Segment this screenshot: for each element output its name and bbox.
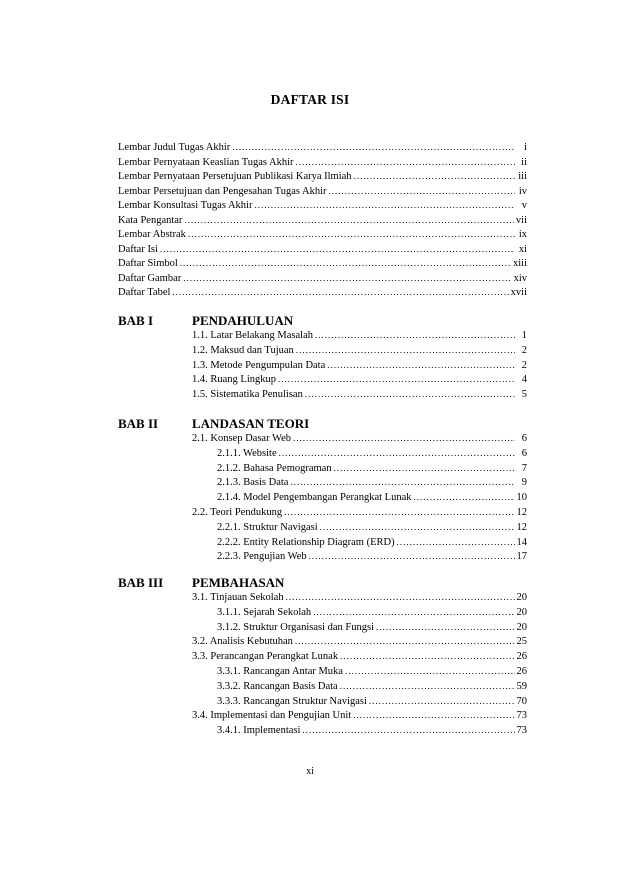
dot-leader xyxy=(284,505,514,519)
chapter-entry xyxy=(192,649,527,664)
toc-entry-label: 2.1. Konsep Dasar Web xyxy=(192,433,291,444)
toc-entry-page: 6 xyxy=(521,433,527,444)
toc-entry-label: 3.4.1. Implementasi xyxy=(217,725,301,737)
toc-entry-page: xvii xyxy=(510,287,527,298)
front-matter-entry xyxy=(118,242,527,257)
dot-leader xyxy=(397,535,515,549)
toc-entry-label: 3.2. Analisis Kebutuhan xyxy=(192,636,293,648)
toc-entry-label: 2.2.1. Struktur Navigasi xyxy=(217,521,318,533)
front-matter-entry xyxy=(118,198,527,213)
dot-leader xyxy=(354,169,515,183)
toc-entry-label: 3.3.3. Rancangan Struktur Navigasi xyxy=(217,695,367,707)
chapter-entry xyxy=(192,708,527,723)
front-matter-entry xyxy=(118,271,527,286)
chapter-title: PEMBAHASAN xyxy=(192,575,285,590)
dot-leader xyxy=(184,213,513,227)
dot-leader xyxy=(296,155,515,169)
chapter-entry xyxy=(192,343,527,358)
chapter-entry xyxy=(217,605,527,620)
front-matter-entry xyxy=(118,213,527,228)
toc-entry-label: Daftar Tabel xyxy=(118,287,171,298)
chapter-entry xyxy=(217,475,527,490)
front-matter-entry xyxy=(118,285,527,300)
chapter-number: BAB II xyxy=(118,416,159,431)
dot-leader xyxy=(295,634,515,648)
chapter-entry xyxy=(217,520,527,535)
toc-entry-label: 3.3.1. Rancangan Antar Muka xyxy=(217,666,343,677)
toc-entry-label: Lembar Konsultasi Tugas Akhir xyxy=(118,200,253,211)
toc-entry-page: 4 xyxy=(521,374,527,386)
toc-entry-page: 20 xyxy=(516,606,527,618)
toc-entry-label: Lembar Judul Tugas Akhir xyxy=(118,142,231,153)
chapter-entry xyxy=(217,461,527,476)
dot-leader xyxy=(414,490,515,504)
toc-entry-label: 1.2. Maksud dan Tujuan xyxy=(192,344,294,356)
toc-entry-page: xiii xyxy=(512,258,527,269)
chapter-entry xyxy=(192,590,527,605)
toc-entry-page: 12 xyxy=(516,521,527,533)
toc-entry-page: 26 xyxy=(516,651,527,663)
chapter-entry xyxy=(217,490,527,505)
toc-entry-page: 7 xyxy=(521,462,527,474)
toc-entry-page: iii xyxy=(518,171,527,182)
toc-entry-label: Lembar Abstrak xyxy=(118,229,186,240)
page-title: DAFTAR ISI xyxy=(270,92,350,107)
front-matter-entry xyxy=(118,184,527,199)
toc-entry-page: 17 xyxy=(516,551,527,563)
chapter-entry xyxy=(217,694,527,709)
toc-entry-label: 3.3. Perancangan Perangkat Lunak xyxy=(192,651,339,663)
dot-leader xyxy=(315,328,515,342)
toc-entry-label: 1.3. Metode Pengumpulan Data xyxy=(192,359,326,371)
toc-entry-label: 2.1.3. Basis Data xyxy=(217,477,289,489)
front-matter-entry xyxy=(118,256,527,271)
chapter-entry xyxy=(192,431,527,446)
dot-leader xyxy=(160,242,515,256)
chapter-title: PENDAHULUAN xyxy=(192,313,294,328)
toc-entry-page: ii xyxy=(521,156,527,168)
toc-entry-label: Kata Pengantar xyxy=(118,214,183,226)
dot-leader xyxy=(340,679,515,693)
toc-entry-label: Daftar Simbol xyxy=(118,258,178,269)
toc-entry-page: 20 xyxy=(516,592,527,603)
toc-entry-page: 14 xyxy=(516,536,527,548)
toc-entry-label: 3.1.1. Sejarah Sekolah xyxy=(217,606,312,618)
chapter-entry xyxy=(217,549,527,564)
dot-leader xyxy=(345,664,515,678)
toc-entry-page: iv xyxy=(518,185,527,197)
toc-entry-page: 12 xyxy=(516,507,527,518)
toc-entry-label: 2.1.2. Bahasa Pemograman xyxy=(217,462,332,474)
dot-leader xyxy=(302,723,514,737)
chapter-entry xyxy=(217,664,527,679)
toc-entry-page: ix xyxy=(518,229,527,240)
dot-leader xyxy=(376,620,514,634)
toc-entry-page: 10 xyxy=(516,492,527,504)
dot-leader xyxy=(254,198,515,212)
dot-leader xyxy=(293,431,515,445)
chapter-entry xyxy=(192,634,527,649)
toc-entry-page: 59 xyxy=(516,680,527,692)
dot-leader xyxy=(309,549,515,563)
dot-leader xyxy=(353,708,514,722)
dot-leader xyxy=(334,461,515,475)
toc-entry-page: 25 xyxy=(516,636,527,648)
toc-entry-page: 2 xyxy=(521,344,527,356)
toc-entry-label: 2.1.4. Model Pengembangan Perangkat Lunak xyxy=(217,492,412,504)
chapter-title: LANDASAN TEORI xyxy=(192,416,310,431)
dot-leader xyxy=(296,343,515,357)
dot-leader xyxy=(369,694,515,708)
toc-entry-label: Daftar Isi xyxy=(118,243,158,255)
chapter-entry xyxy=(192,328,527,343)
front-matter-entry xyxy=(118,169,527,184)
dot-leader xyxy=(188,227,515,241)
chapter-number: BAB III xyxy=(118,575,164,590)
dot-leader xyxy=(286,590,515,604)
toc-entry-page: 26 xyxy=(516,666,527,677)
chapter-entry xyxy=(192,505,527,520)
chapter-entry xyxy=(192,387,527,402)
dot-leader xyxy=(232,140,515,154)
front-matter-entry xyxy=(118,227,527,242)
dot-leader xyxy=(279,446,515,460)
dot-leader xyxy=(180,256,511,270)
toc-entry-label: 1.4. Ruang Lingkup xyxy=(192,374,276,386)
chapter-number: BAB I xyxy=(118,313,154,328)
dot-leader xyxy=(183,271,511,285)
front-matter-entry xyxy=(118,140,527,155)
toc-entry-label: 2.2.2. Entity Relationship Diagram (ERD) xyxy=(217,536,395,548)
toc-entry-page: 9 xyxy=(521,477,527,489)
toc-entry-label: Lembar Pernyataan Persetujuan Publikasi Karya Ilmiah xyxy=(118,171,352,182)
toc-entry-label: 3.1. Tinjauan Sekolah xyxy=(192,592,284,603)
toc-entry-page: i xyxy=(524,142,527,153)
toc-entry-page: 20 xyxy=(516,621,527,633)
dot-leader xyxy=(320,520,515,534)
toc-entry-label: 2.1.1. Website xyxy=(217,447,277,459)
toc-entry-page: 5 xyxy=(521,389,527,401)
toc-entry-label: Daftar Gambar xyxy=(118,272,182,284)
toc-entry-page: xi xyxy=(518,243,527,255)
front-matter-entry xyxy=(118,155,527,170)
toc-entry-label: Lembar Persetujuan dan Pengesahan Tugas Akhir xyxy=(118,185,327,197)
dot-leader xyxy=(327,358,515,372)
chapter-entry xyxy=(217,620,527,635)
dot-leader xyxy=(313,605,514,619)
dot-leader xyxy=(172,285,508,299)
dot-leader xyxy=(290,475,515,489)
toc-entry-label: 2.2.3. Pengujian Web xyxy=(217,551,307,563)
toc-entry-label: Lembar Pernyataan Keaslian Tugas Akhir xyxy=(118,156,294,168)
toc-entry-page: xiv xyxy=(513,272,527,284)
chapter-entry xyxy=(192,358,527,373)
toc-entry-page: 73 xyxy=(516,710,527,722)
dot-leader xyxy=(305,387,515,401)
toc-entry-label: 1.5. Sistematika Penulisan xyxy=(192,389,303,401)
toc-entry-page: 1 xyxy=(521,330,527,341)
dot-leader xyxy=(329,184,515,198)
dot-leader xyxy=(340,649,514,663)
toc-entry-label: 3.3.2. Rancangan Basis Data xyxy=(217,680,338,692)
toc-entry-page: v xyxy=(521,200,527,211)
toc-entry-label: 2.2. Teori Pendukung xyxy=(192,507,283,518)
chapter-entry xyxy=(217,535,527,550)
dot-leader xyxy=(278,372,515,386)
toc-entry-page: 2 xyxy=(521,359,527,371)
toc-entry-page: 73 xyxy=(516,725,527,737)
chapter-entry xyxy=(217,679,527,694)
toc-entry-label: 3.1.2. Struktur Organisasi dan Fungsi xyxy=(217,621,375,633)
toc-entry-page: 6 xyxy=(521,447,527,459)
toc-entry-page: vii xyxy=(515,214,527,226)
chapter-entry xyxy=(217,723,527,738)
chapter-entry xyxy=(192,372,527,387)
toc-entry-label: 3.4. Implementasi dan Pengujian Unit xyxy=(192,710,352,722)
toc-entry-page: 70 xyxy=(516,695,527,707)
toc-entry-label: 1.1. Latar Belakang Masalah xyxy=(192,330,313,341)
page-number: xi xyxy=(306,766,314,777)
chapter-entry xyxy=(217,446,527,461)
